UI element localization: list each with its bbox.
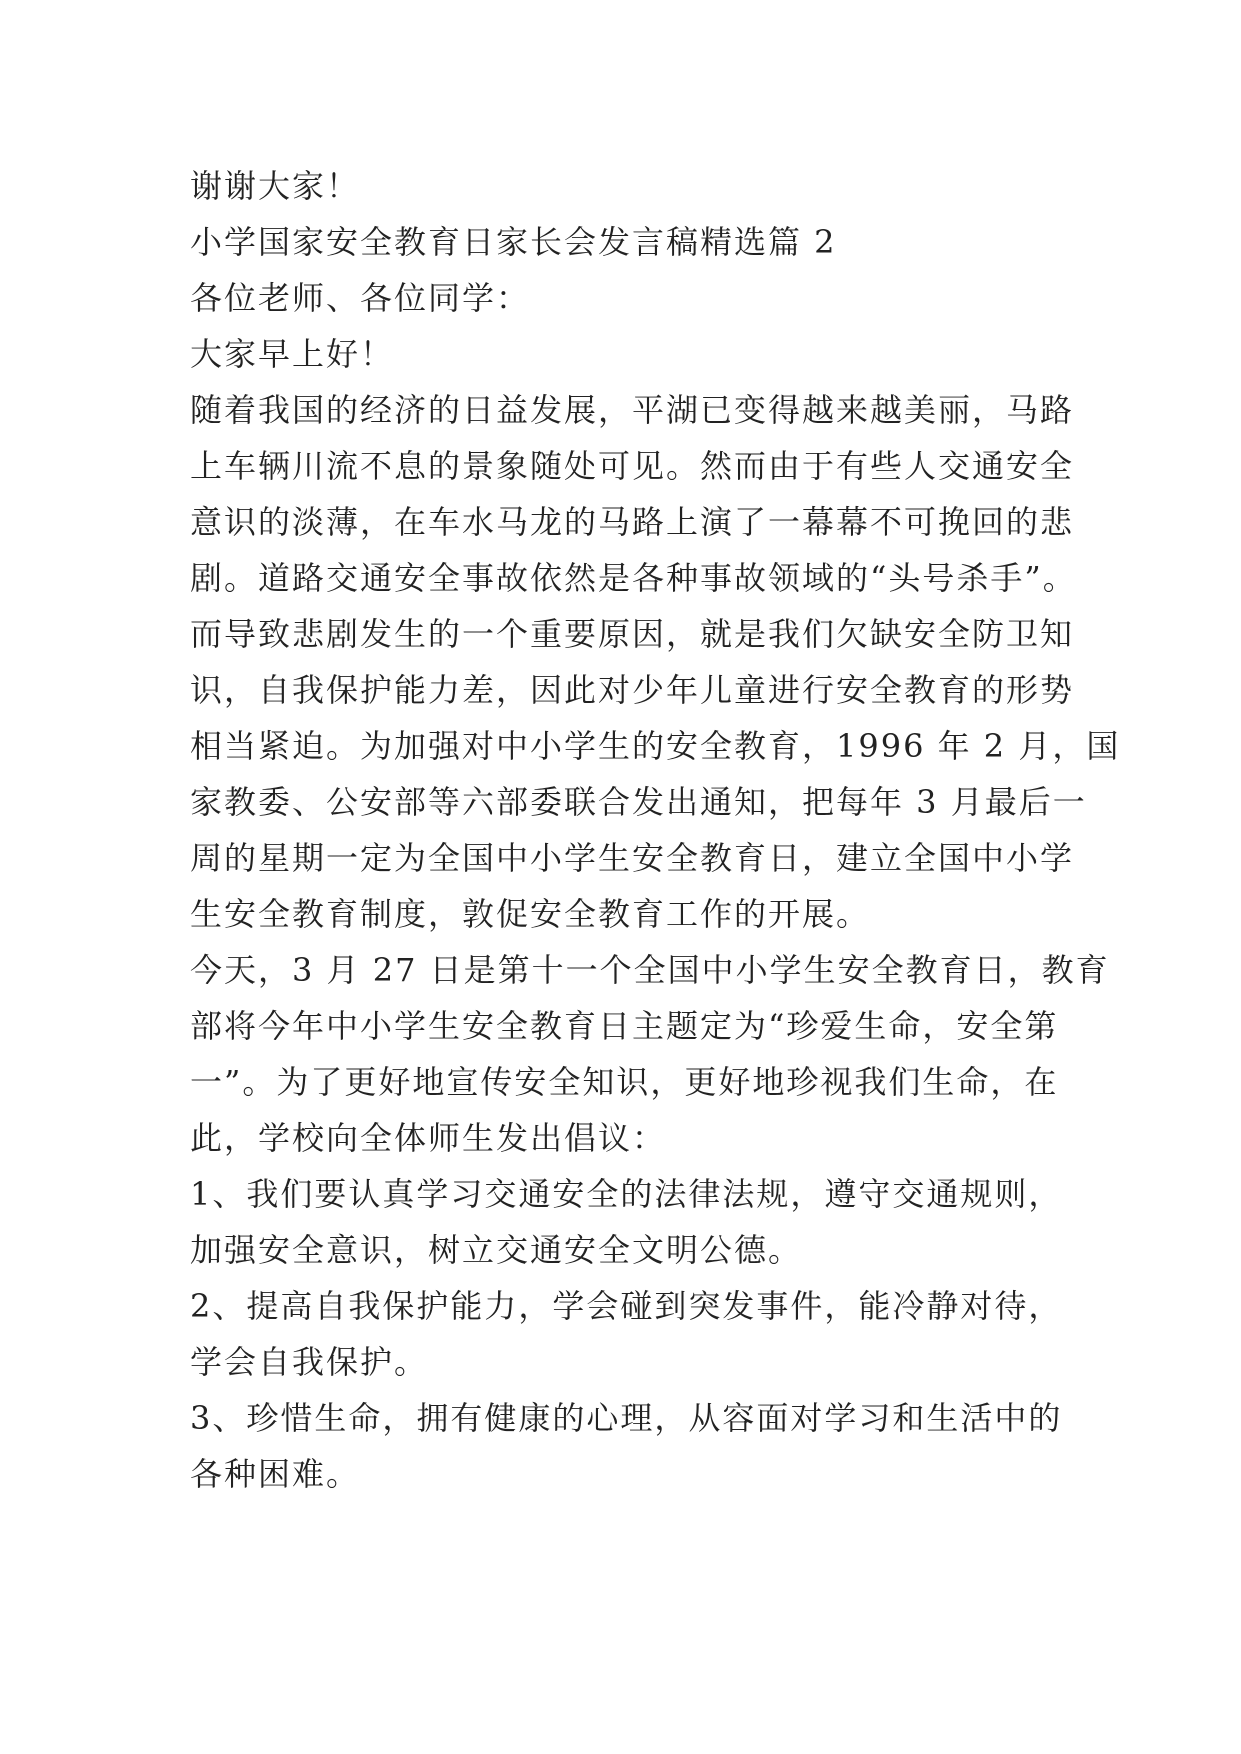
paragraph-line: 而导致悲剧发生的一个重要原因，就是我们欠缺安全防卫知: [190, 615, 1075, 653]
paragraph-line: 部将今年中小学生安全教育日主题定为“珍爱生命，安全第: [190, 1007, 1059, 1045]
closing-thanks: 谢谢大家！: [190, 167, 361, 205]
paragraph-line: 周的星期一定为全国中小学生安全教育日，建立全国中小学: [190, 839, 1075, 877]
section-title: 小学国家安全教育日家长会发言稿精选篇 2: [190, 223, 837, 261]
document-body: [190, 158, 1121, 1502]
paragraph-line: 今天，3 月 27 日是第十一个全国中小学生安全教育日，教育: [190, 951, 1110, 989]
proposal-item-3-cont: 各种困难。: [190, 1455, 361, 1493]
greeting: 大家早上好！: [190, 335, 395, 373]
proposal-item-3: 3、珍惜生命，拥有健康的心理，从容面对学习和生活中的: [190, 1399, 1063, 1437]
proposal-item-1: 1、我们要认真学习交通安全的法律法规，遵守交通规则，: [190, 1175, 1063, 1213]
paragraph-line: 此，学校向全体师生发出倡议：: [190, 1119, 667, 1157]
paragraph-line: 剧。道路交通安全事故依然是各种事故领域的“头号杀手”。: [190, 559, 1077, 597]
proposal-item-2: 2、提高自我保护能力，学会碰到突发事件，能冷静对待，: [190, 1287, 1063, 1325]
salutation: 各位老师、各位同学：: [190, 279, 531, 317]
paragraph-line: 一”。为了更好地宣传安全知识，更好地珍视我们生命，在: [190, 1063, 1059, 1101]
proposal-item-2-cont: 学会自我保护。: [190, 1343, 429, 1381]
paragraph-line: 随着我国的经济的日益发展，平湖已变得越来越美丽，马路: [190, 391, 1075, 429]
paragraph-line: 上车辆川流不息的景象随处可见。然而由于有些人交通安全: [190, 447, 1075, 485]
proposal-item-1-cont: 加强安全意识，树立交通安全文明公德。: [190, 1231, 803, 1269]
paragraph-line: 识，自我保护能力差，因此对少年儿童进行安全教育的形势: [190, 671, 1075, 709]
paragraph-line: 相当紧迫。为加强对中小学生的安全教育，1996 年 2 月，国: [190, 727, 1121, 765]
paragraph-line: 生安全教育制度，敦促安全教育工作的开展。: [190, 895, 871, 933]
paragraph-line: 意识的淡薄，在车水马龙的马路上演了一幕幕不可挽回的悲: [190, 503, 1075, 541]
paragraph-line: 家教委、公安部等六部委联合发出通知，把每年 3 月最后一: [190, 783, 1087, 821]
